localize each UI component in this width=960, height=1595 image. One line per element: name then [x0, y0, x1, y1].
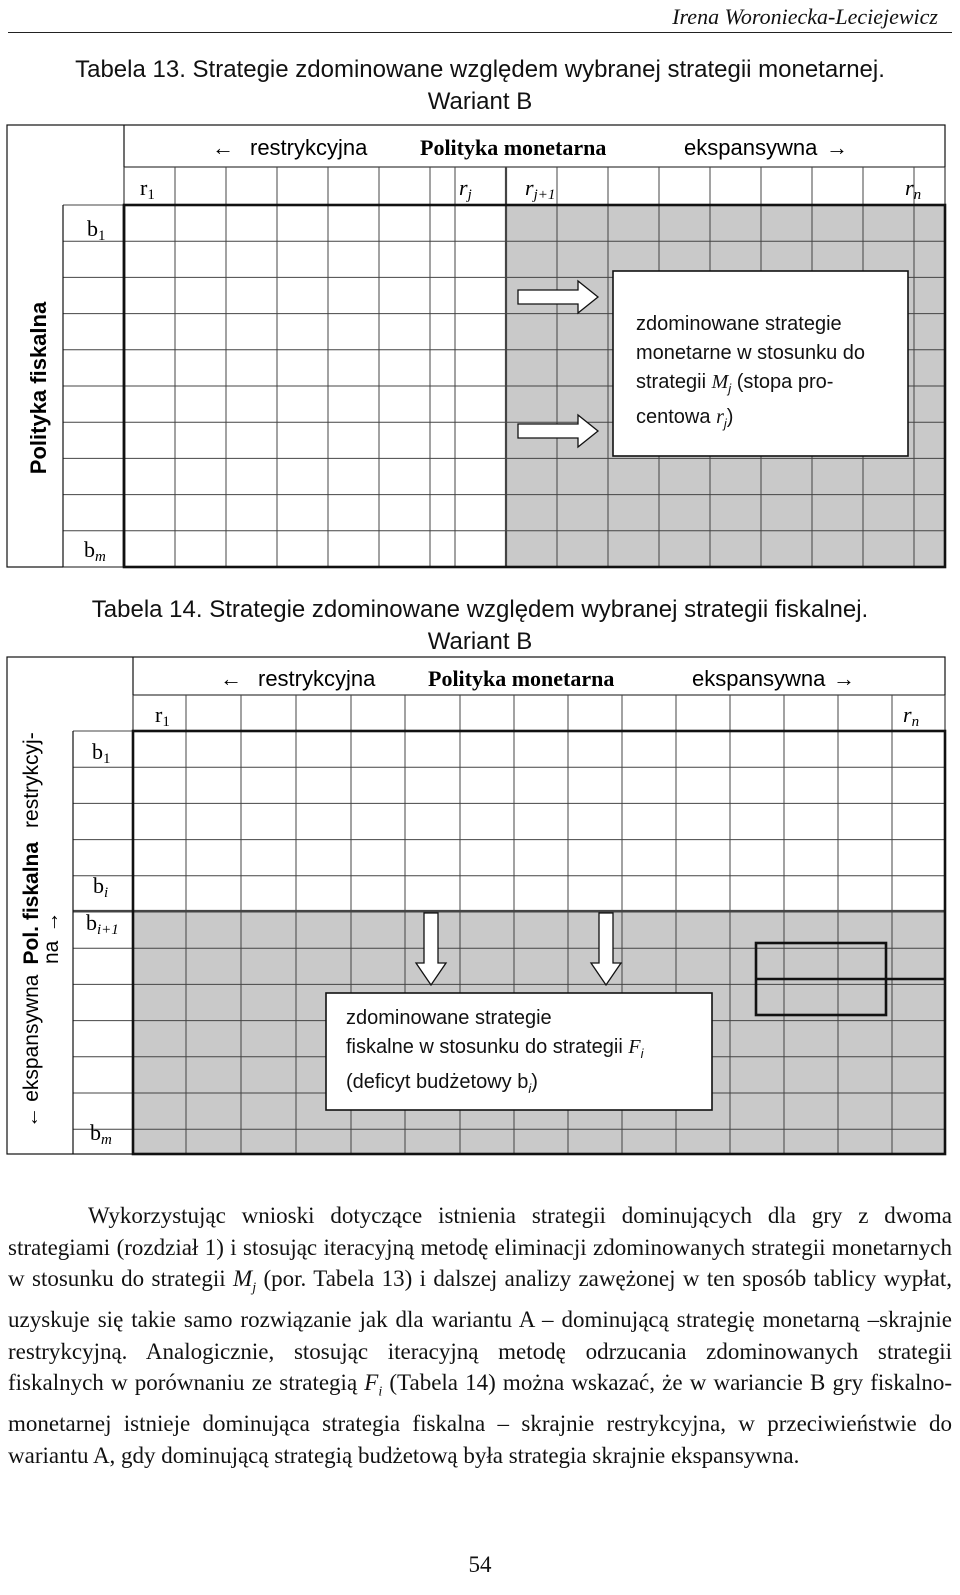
table14-col-rn: rn — [903, 702, 920, 730]
svg-text:← ekspansywnaPol. fiskalnarest: ← ekspansywnaPol. fiskalnarestrykcyj- — [19, 732, 43, 1128]
table13-col-r1: r1 — [140, 175, 155, 203]
table14-callout-text: zdominowane strategie fiskalne w stosunku do strategii $F_i$ (deficyt budżetowy $b_i$) — [346, 1007, 644, 1096]
table14-row-bi: bi — [93, 873, 109, 901]
table14-left-arrow: ← — [220, 666, 242, 691]
body-paragraph: Wykorzystując wnioski dotyczące istnienia strategii dominujących dla gry z dwoma strategiami (rozdział 1) i stosując iteracyjną metodę eliminacji zdominowanych strategii monetarnych w stosunku do strategii $M_j$ (por. Tabela 13) i dalszej analizy zawężonej w ten sposób tablicy wypłat, uzyskuje się takie samo rozwiązanie jak dla wariantu A – dominującą strategię monetarną –skrajnie restrykcyjną. Analogicznie, stosując iteracyjną metodę odrzucania zdominowanych strategii fiskalnych w porównaniu ze strategią $F_i$ (Tabela 14) można wskazać, że w wariancie B gry fiskalno-monetarnej istnieje dominująca strategia fiskalna – skrajnie restrykcyjna, w przeciwieństwie do wariantu A, gdy dominującą strategią budżetową była strategia skrajnie ekspansywna. — [8, 1203, 953, 1468]
table13-col-rn: rn — [905, 175, 922, 203]
table13-variant: Wariant B — [427, 88, 533, 115]
table14-row-bi1: bi+1 — [86, 910, 119, 938]
table13-col-expansive: ekspansywna — [684, 135, 818, 160]
table13-col-rj1: rj+1 — [525, 175, 556, 203]
table14-row-b1: b1 — [92, 739, 111, 767]
table14-variant: Wariant B — [427, 628, 533, 655]
table13-col-restrictive: restrykcyjna — [250, 135, 368, 160]
table13-row-axis-title: Polityka fiskalna — [26, 301, 51, 475]
table13-row-b1: b1 — [87, 216, 106, 244]
table14-col-restrictive: restrykcyjna — [258, 666, 376, 691]
table13-col-axis-title: Polityka monetarna — [420, 135, 607, 160]
table13-caption: Tabela 13. Strategie zdominowane względem wybranej strategii monetarnej. — [75, 56, 885, 83]
table14-col-r1: r1 — [155, 702, 170, 730]
running-header-author: Irena Woroniecka-Leciejewicz — [672, 4, 938, 29]
table13-right-arrow: → — [826, 135, 848, 160]
svg-text:na→: na→ — [39, 911, 63, 964]
table13-row-bm: bm — [84, 537, 106, 565]
table14-row-bm: bm — [90, 1120, 112, 1148]
table14-col-expansive: ekspansywna — [692, 666, 826, 691]
table14-col-axis-title: Polityka monetarna — [428, 666, 615, 691]
table13-callout-text: zdominowane strategie monetarne w stosunku do strategii $M_j$ (stopa pro- centowa $r_j$) — [636, 313, 866, 431]
table13-left-arrow: ← — [212, 135, 234, 160]
table14-caption: Tabela 14. Strategie zdominowane względem wybranej strategii fiskalnej. — [91, 596, 869, 623]
table13-col-rj: rj — [459, 175, 472, 203]
table14-right-arrow: → — [833, 666, 855, 691]
page-number: 54 — [468, 1552, 492, 1577]
